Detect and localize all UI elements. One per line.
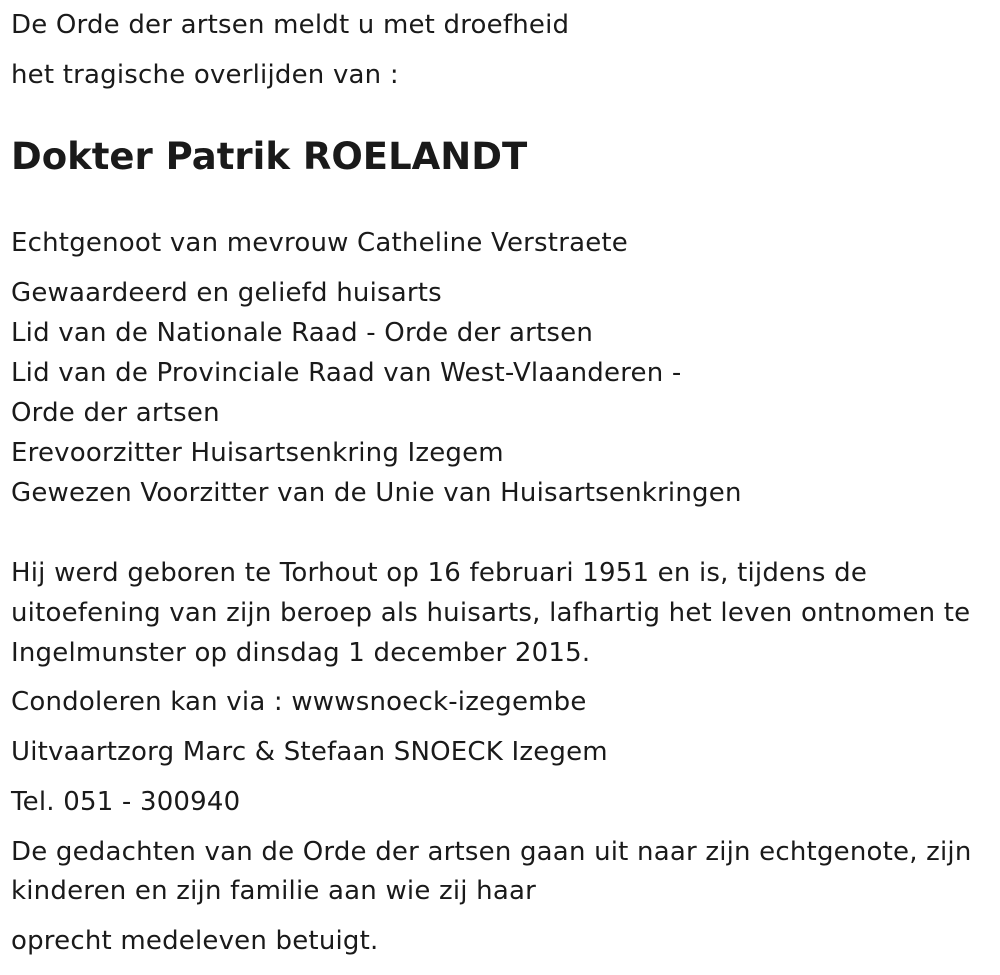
closing-line: kinderen en zijn familie aan wie zij haar — [11, 876, 536, 906]
role-line: Lid van de Nationale Raad - Orde der artsen — [11, 318, 594, 348]
closing-line: De gedachten van de Orde der artsen gaan uit naar zijn echtgenote, zijn — [11, 837, 972, 867]
biography-line: Ingelmunster op dinsdag 1 december 2015. — [11, 638, 591, 668]
role-line: Erevoorzitter Huisartsenkring Izegem — [11, 438, 504, 468]
condolence-line: Condoleren kan via : wwwsnoeck-izegembe — [11, 687, 587, 717]
role-line: Orde der artsen — [11, 398, 220, 428]
role-line: Lid van de Provinciale Raad van West-Vlaanderen - — [11, 358, 682, 388]
spouse-line: Echtgenoot van mevrouw Catheline Verstraete — [11, 228, 628, 258]
phone-line: Tel. 051 - 300940 — [11, 787, 241, 817]
intro-line-1: De Orde der artsen meldt u met droefheid — [11, 10, 570, 40]
funeral-home-line: Uitvaartzorg Marc & Stefaan SNOECK Izegem — [11, 737, 608, 767]
biography-line: Hij werd geboren te Torhout op 16 februari 1951 en is, tijdens de — [11, 558, 868, 588]
role-line: Gewezen Voorzitter van de Unie van Huisartsenkringen — [11, 478, 742, 508]
role-line: Gewaardeerd en geliefd huisarts — [11, 278, 442, 308]
intro-line-2: het tragische overlijden van : — [11, 60, 399, 90]
closing-line: oprecht medeleven betuigt. — [11, 926, 379, 956]
biography-line: uitoefening van zijn beroep als huisarts, lafhartig het leven ontnomen te — [11, 598, 971, 628]
deceased-name: Dokter Patrik ROELANDT — [11, 135, 528, 178]
